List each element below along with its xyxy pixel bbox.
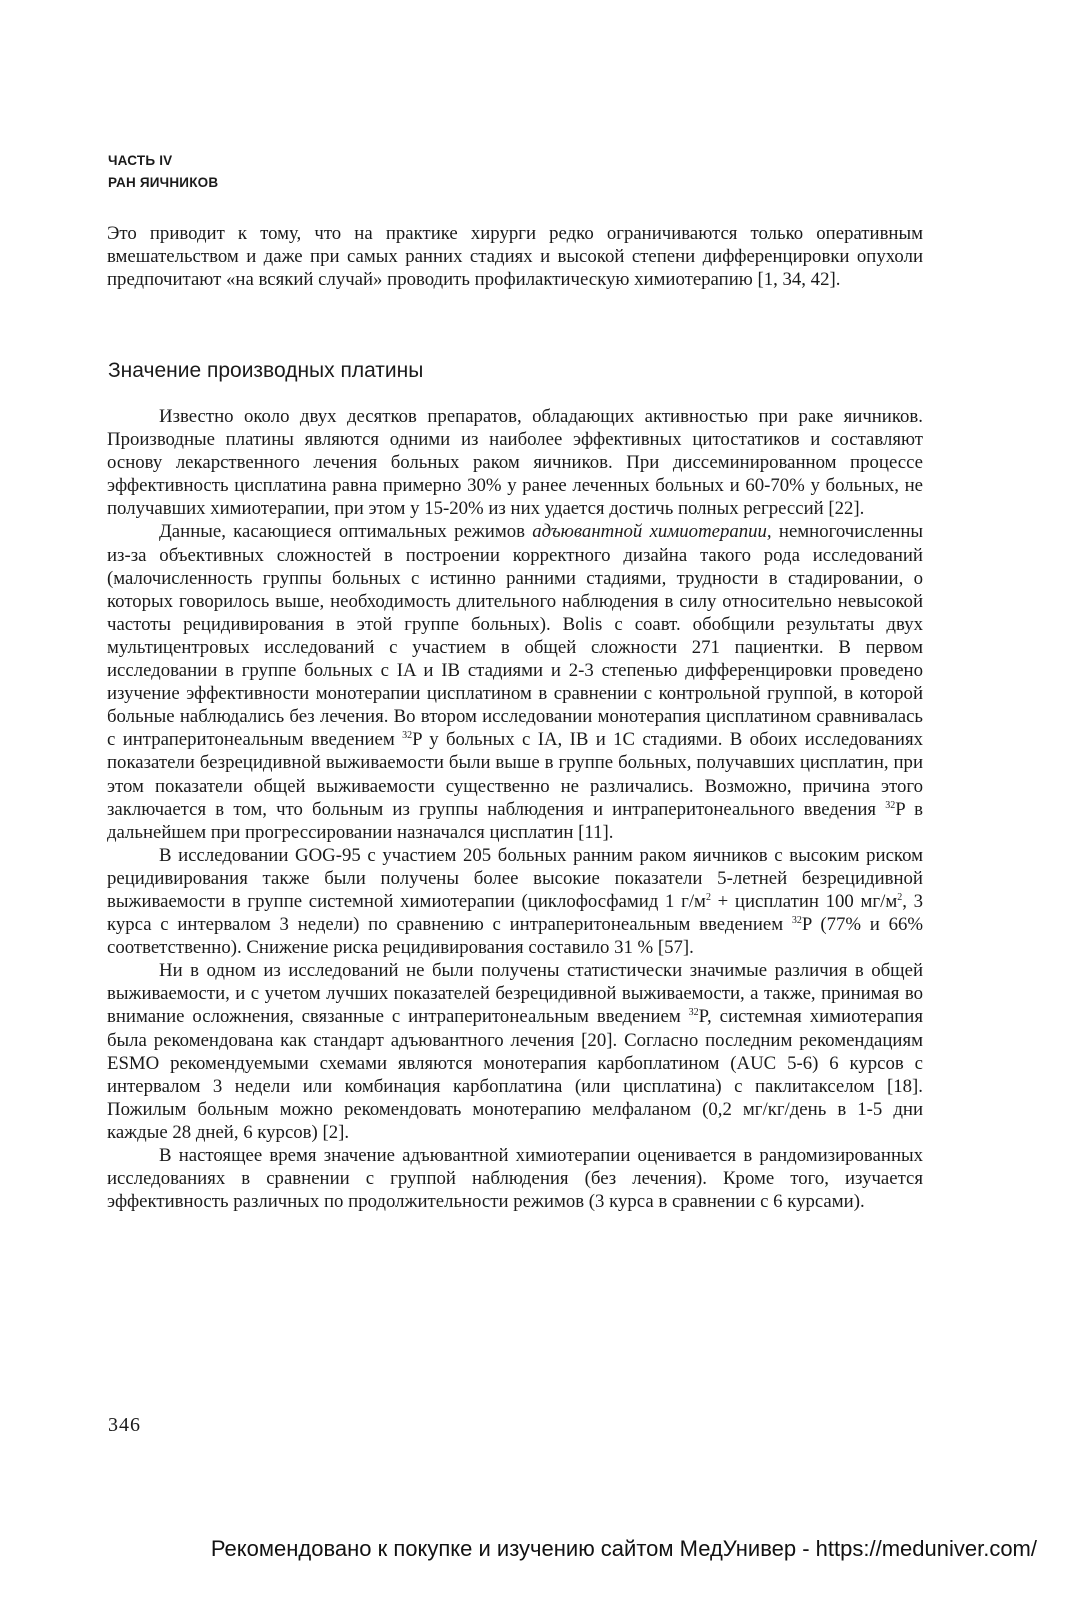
paragraph-3-part-a: В исследовании GOG-95 с участием 205 больных ранним раком яичников с высоким риском рецидивирования также были получены более высокие показатели 5-летней безрецидивной выживаемости в группе системной химиотерапии (циклофосфамид 1 г/м [107,844,923,912]
paragraph-2-part-a: Данные, касающиеся оптимальных режимов [159,521,533,543]
superscript-2: 2 [897,891,903,903]
paragraph-3 [107,844,923,959]
paragraph-3-part-b: + цисплатин 100 мг/м [710,890,898,912]
intro-paragraph: Это приводит к тому, что на практике хирурги редко ограничиваются только оперативным вмешательством и даже при самых ранних стадиях и высокой степени дифференцировки опухоли предпочитают «на всякий случай» проводить профилактическую химиотерапию [1, 34, 42]. [107,223,923,291]
paragraph-4-part-b: P, системная химиотерапия была рекомендована как стандарт адъювантного лечения [20]. Согласно последним рекомендациям ESMO рекомендуемыми схемами являются монотерапия карбоплатином (AUC 5-6) 6 курсов с интервалом 3 недели или комбинация карбоплатина (или цисплатина) с паклитакселом [18]. Пожилым больным можно рекомендовать монотерапию мелфаланом (0,2 мг/кг/день в 1-5 дни каждые 28 дней, 6 курсов) [2]. [107,1006,923,1143]
superscript-32: 32 [402,730,413,742]
paragraph-3-part-c: , 3 курса с интервалом 3 недели) по сравнению с интраперитонеальным введением [107,890,923,936]
paragraph-4-part-a: Ни в одном из исследований не были получены статистически значимые различия в общей выживаемости, и с учетом лучших показателей безрецидивной выживаемости, а также, принимая во внимание осложнения, связанные с интраперитонеальным введением [107,960,923,1028]
section-heading: Значение производных платины [108,359,424,382]
paragraph-2-part-b: немногочисленны из-за объективных сложностей в построении корректного дизайна такого рода исследований (малочисленность группы больных с истинно ранними стадиями, трудности в стадировании, о которых говорилось выше, необходимость длительного наблюдения в силу относительно невысокой частоты рецидивирования в этой группе больных). Bolis с соавт. обобщили результаты двух мультицентровых исследований с участием в общей сложности 271 пациентки. В первом исследовании в группе больных с IA и IB стадиями и 2-3 степенью дифференцировки проведено изучение эффективности монотерапии цисплатином в сравнении с контрольной группой, в которой больные наблюдались без лечения. Во втором исследовании монотерапия цисплатином сравнивалась с интраперитонеальным введением [107,521,924,751]
paragraph-2-part-c: P у больных с IA, IB и 1C стадиями. В обоих исследованиях показатели безрецидивной выживаемости были выше в группе больных, получавших цисплатин, при этом показатели общей выживаемости существенно не различались. Возможно, причина этого заключается в том, что больным из группы наблюдения и интраперитонеального введения [107,729,923,820]
superscript-32: 32 [791,915,802,927]
paragraph-2 [107,520,923,843]
paragraph-5: В настоящее время значение адъювантной химиотерапии оценивается в рандомизированных исследованиях в сравнении с группой наблюдения (без лечения). Кроме того, изучается эффективность различных по продолжительности режимов (3 курса в сравнении с 6 курсами). [107,1145,923,1213]
section-body [107,405,923,1213]
paragraph-2-part-d: P в дальнейшем при прогрессировании назначался цисплатин [11]. [107,798,923,843]
intro-text-block [107,222,923,291]
superscript-32: 32 [688,1007,699,1019]
running-head [108,150,218,194]
superscript-32: 32 [885,799,896,811]
paragraph-4 [107,959,923,1144]
running-head-part: ЧАСТЬ IV [108,153,173,168]
paragraph-2-emphasis: адъювантной химиотерапии, [532,521,772,543]
superscript-2: 2 [705,891,711,903]
paragraph-1: Известно около двух десятков препаратов, обладающих активностью при раке яичников. Производные платины являются одними из наиболее эффективных цитостатиков и составляют основу лекарственного лечения больных раком яичников. При диссеминированном процессе эффективность цисплатина равна примерно 30% у ранее леченных больных и 60-70% у больных, не получавших химиотерапии, при этом у 15-20% из них удается достичь полных регрессий [22]. [107,406,923,520]
footer-banner: Рекомендовано к покупке и изучению сайтом МедУнивер - https://meduniver.com/ [210,1536,1037,1561]
running-head-title: РАН ЯИЧНИКОВ [108,175,219,190]
page-number: 346 [108,1414,141,1436]
paragraph-3-part-d: P (77% и 66% соответственно). Снижение риска рецидивирования составило 31 % [57]. [107,914,924,959]
